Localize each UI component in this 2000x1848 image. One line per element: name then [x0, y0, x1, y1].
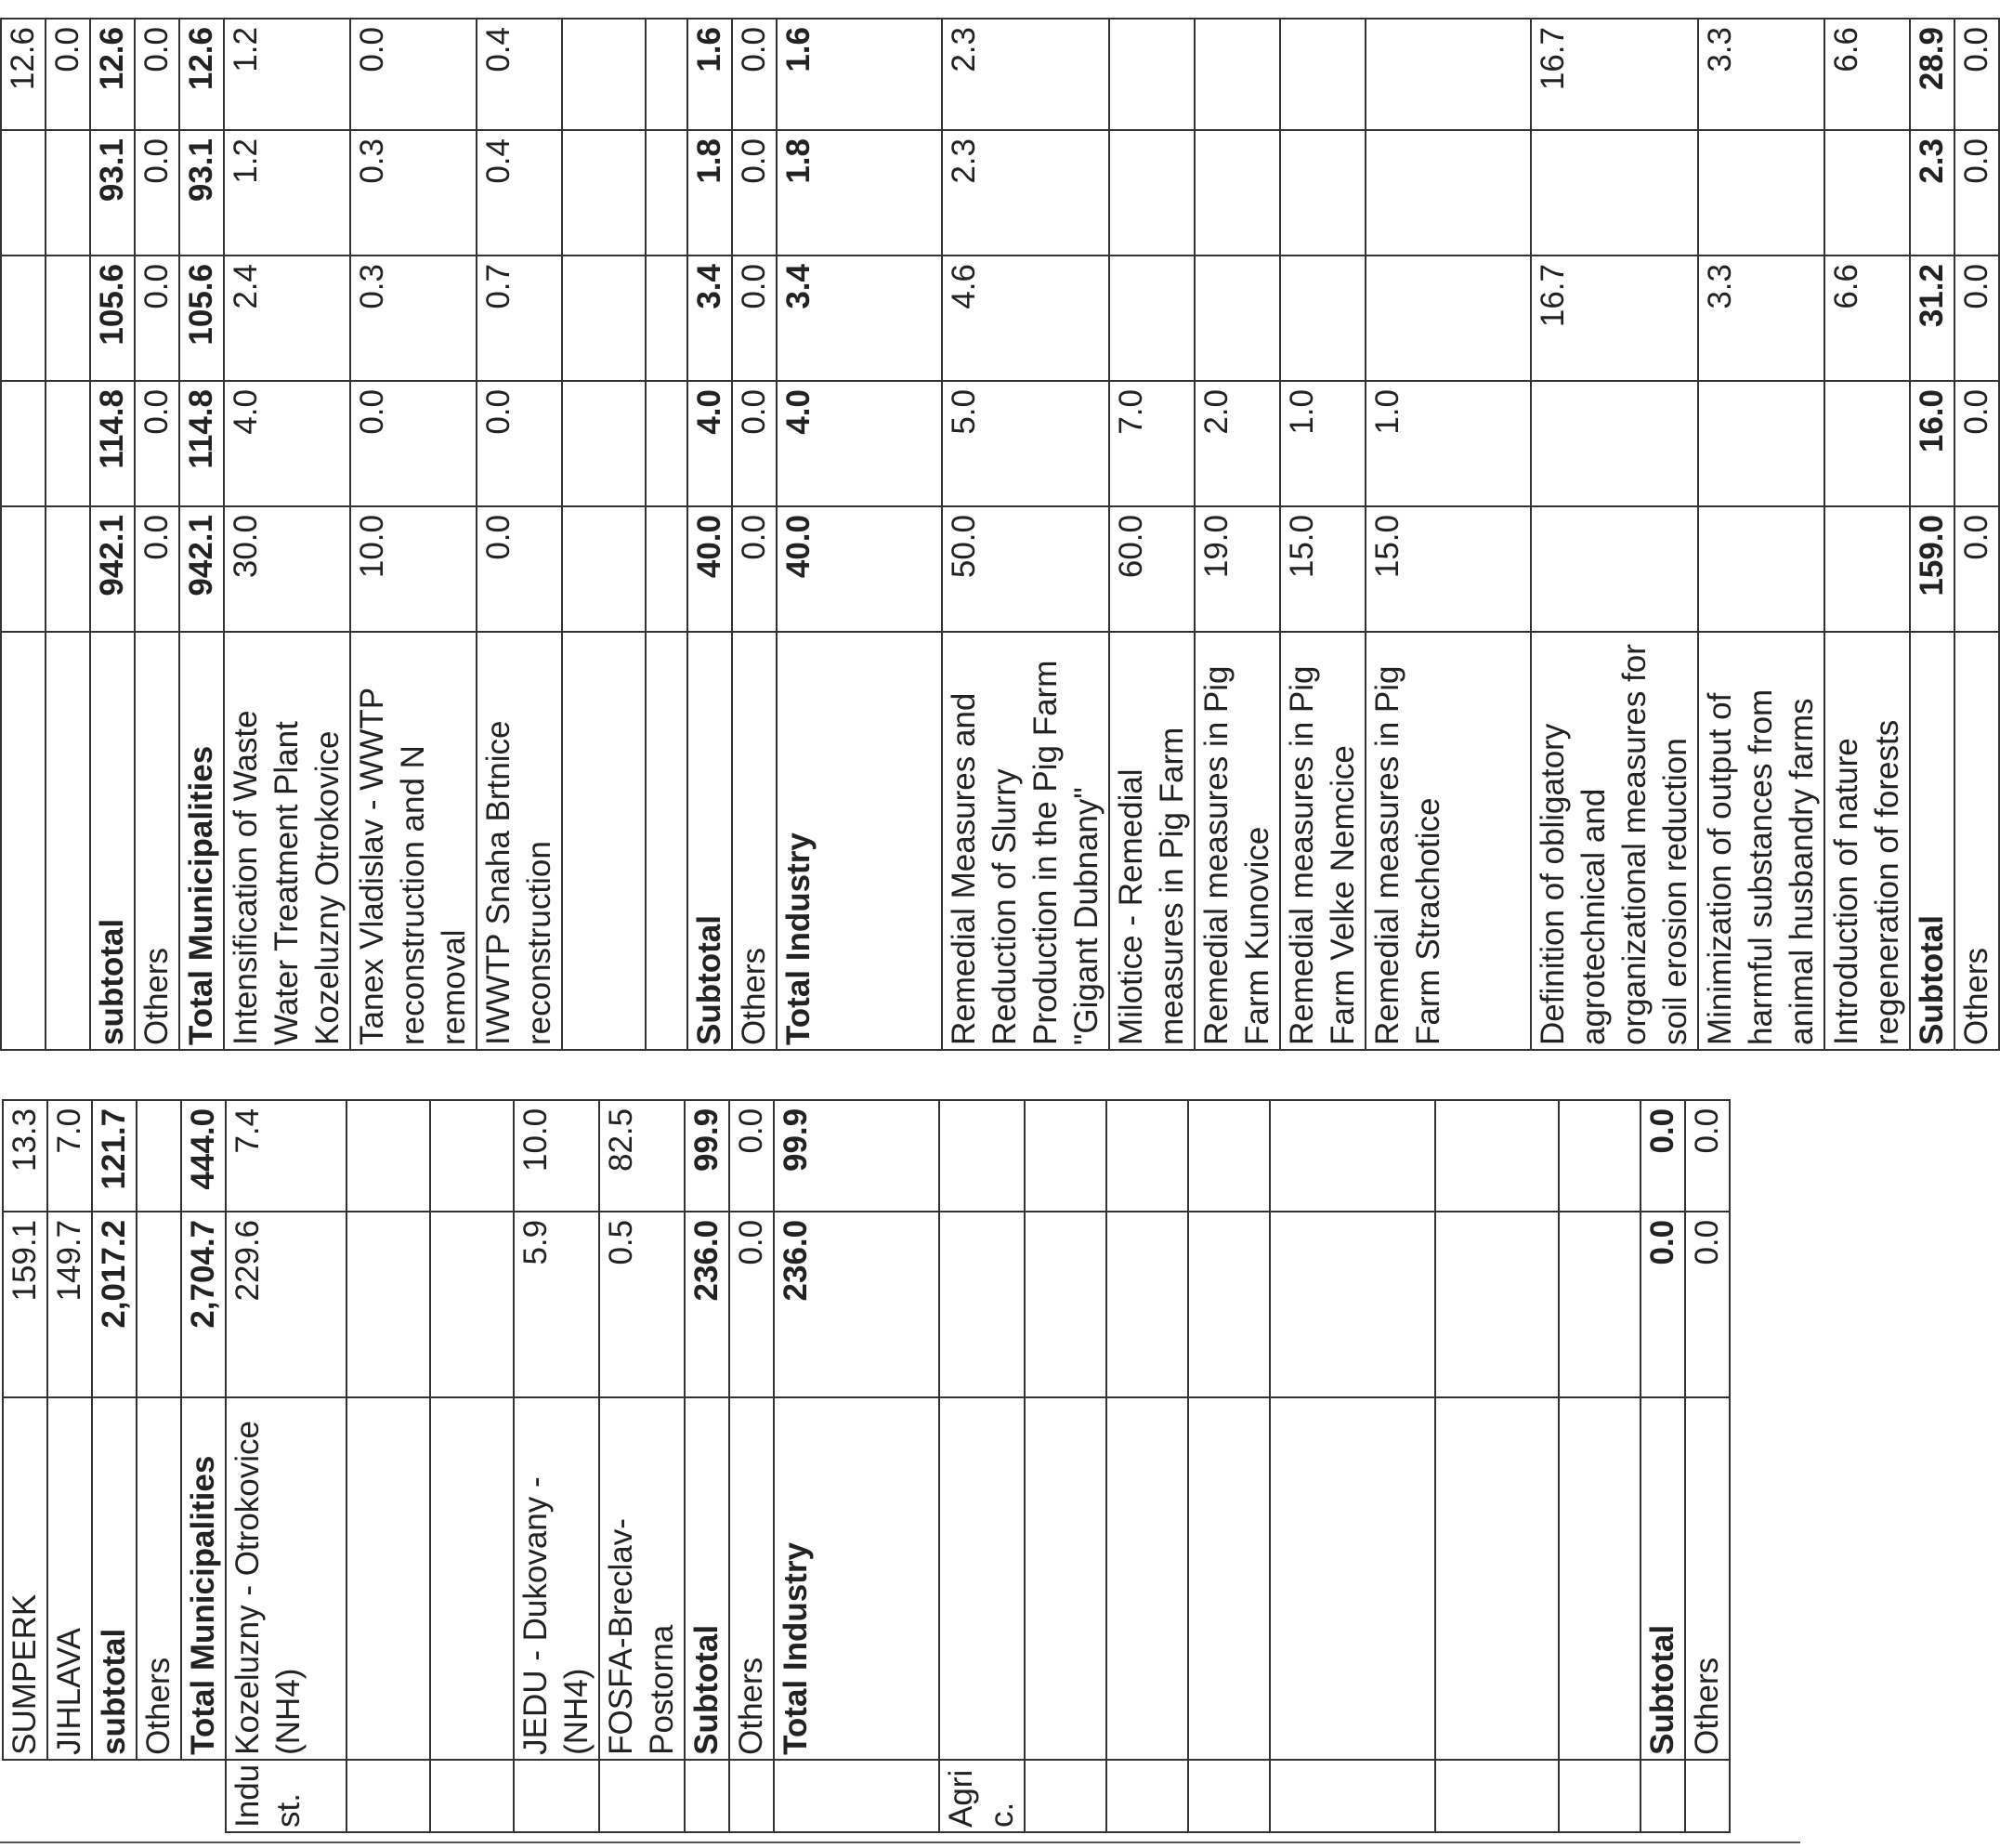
measure-cell: Milotice - Remedial measures in Pig Farm: [1109, 632, 1195, 1050]
value-cell: 2.3: [942, 130, 1109, 256]
value-cell: 0.0: [1954, 506, 1999, 632]
value-cell: 40.0: [777, 506, 942, 632]
value-cell: 0.0: [1954, 256, 1999, 381]
name-cell: JIHLAVA: [47, 1397, 92, 1760]
value-cell: [1195, 19, 1280, 130]
value-cell: 6.6: [1824, 19, 1910, 130]
value-cell: [1366, 256, 1531, 381]
sector-cell: [774, 1760, 939, 1832]
measure-cell: Subtotal: [687, 632, 732, 1050]
value-cell: 28.9: [1910, 19, 1954, 130]
table-row: [514, 1100, 599, 1832]
name-cell: JEDU - Dukovany - (NH4): [514, 1397, 599, 1760]
value-cell: 0.0: [135, 130, 179, 256]
value-cell: 60.0: [1109, 506, 1195, 632]
measure-cell: [646, 632, 687, 1050]
sector-cell: [346, 1760, 430, 1832]
value-cell: [1109, 256, 1195, 381]
name-cell: [430, 1397, 514, 1760]
value-cell: 7.4: [226, 1100, 346, 1212]
value-cell: [1270, 1100, 1435, 1212]
value-cell: 942.1: [90, 506, 135, 632]
left-table: [2, 1099, 1731, 1833]
table-row: [1641, 1100, 1685, 1832]
table-row: [732, 19, 777, 1050]
value-cell: [1698, 130, 1824, 256]
table-row: [774, 1100, 939, 1832]
value-cell: [1531, 506, 1698, 632]
measure-cell: Minimization of output of harmful substances from animal husbandry farms: [1698, 632, 1824, 1050]
value-cell: 0.0: [135, 19, 179, 130]
table-row: [1531, 19, 1698, 1050]
measure-cell: subtotal: [90, 632, 135, 1050]
value-cell: 19.0: [1195, 506, 1280, 632]
value-cell: [562, 256, 646, 381]
value-cell: [1025, 1100, 1106, 1212]
value-cell: 16.7: [1531, 256, 1698, 381]
value-cell: 3.4: [687, 256, 732, 381]
measure-cell: Remedial measures in Pig Farm Velke Nemcice: [1280, 632, 1366, 1050]
value-cell: 99.9: [774, 1100, 939, 1212]
value-cell: 1.2: [224, 19, 350, 130]
value-cell: 1.0: [1366, 381, 1531, 506]
value-cell: [346, 1212, 430, 1397]
sector-cell: Indu st.: [226, 1760, 346, 1832]
value-cell: [1698, 381, 1824, 506]
measure-cell: Others: [1954, 632, 1999, 1050]
value-cell: [1025, 1212, 1106, 1397]
value-cell: [939, 1212, 1025, 1397]
value-cell: 0.0: [1954, 130, 1999, 256]
value-cell: 30.0: [224, 506, 350, 632]
value-cell: [1280, 130, 1366, 256]
measure-cell: Remedial Measures and Reduction of Slurry Production in the Pig Farm "Gigant Dubnany": [942, 632, 1109, 1050]
value-cell: 2.3: [1910, 130, 1954, 256]
value-cell: [1188, 1212, 1270, 1397]
value-cell: [1824, 130, 1910, 256]
table-row: [3, 1100, 47, 1832]
value-cell: 105.6: [90, 256, 135, 381]
table-row: [477, 19, 562, 1050]
table-row: [1109, 19, 1195, 1050]
table-row: [685, 1100, 729, 1832]
sector-cell: [729, 1760, 774, 1832]
table-row: [181, 1100, 226, 1832]
value-cell: 4.0: [777, 381, 942, 506]
value-cell: [646, 130, 687, 256]
name-cell: Kozeluzny - Otrokovice (NH4): [226, 1397, 346, 1760]
value-cell: 0.0: [732, 19, 777, 130]
value-cell: 0.7: [477, 256, 562, 381]
value-cell: 3.3: [1698, 19, 1824, 130]
value-cell: 7.0: [47, 1100, 92, 1212]
right-table: [0, 18, 2000, 1051]
value-cell: [1106, 1212, 1188, 1397]
value-cell: 0.0: [350, 381, 477, 506]
value-cell: 0.0: [732, 381, 777, 506]
value-cell: [1, 506, 46, 632]
value-cell: 40.0: [687, 506, 732, 632]
value-cell: 0.4: [477, 19, 562, 130]
sector-cell: [1435, 1760, 1559, 1832]
table-row: [1910, 19, 1954, 1050]
value-cell: [1106, 1100, 1188, 1212]
value-cell: [562, 130, 646, 256]
value-cell: [562, 506, 646, 632]
value-cell: [137, 1212, 181, 1397]
value-cell: 12.6: [90, 19, 135, 130]
name-cell: [1188, 1397, 1270, 1760]
name-cell: Subtotal: [1641, 1397, 1685, 1760]
measure-cell: Others: [732, 632, 777, 1050]
value-cell: [1188, 1100, 1270, 1212]
value-cell: [562, 19, 646, 130]
value-cell: 10.0: [350, 506, 477, 632]
value-cell: 149.7: [47, 1212, 92, 1397]
value-cell: 0.0: [732, 130, 777, 256]
value-cell: [646, 256, 687, 381]
value-cell: 121.7: [92, 1100, 137, 1212]
measure-cell: [46, 632, 90, 1050]
sector-cell: [1106, 1760, 1188, 1832]
value-cell: 10.0: [514, 1100, 599, 1212]
value-cell: 82.5: [599, 1100, 685, 1212]
name-cell: [939, 1397, 1025, 1760]
table-row: [1106, 1100, 1188, 1832]
value-cell: 105.6: [179, 256, 224, 381]
value-cell: 1.6: [687, 19, 732, 130]
table-row: [350, 19, 477, 1050]
sector-cell: [514, 1760, 599, 1832]
value-cell: [939, 1100, 1025, 1212]
value-cell: 15.0: [1366, 506, 1531, 632]
value-cell: [137, 1100, 181, 1212]
value-cell: 15.0: [1280, 506, 1366, 632]
table-row: [1685, 1100, 1730, 1832]
value-cell: [646, 506, 687, 632]
value-cell: 99.9: [685, 1100, 729, 1212]
value-cell: 0.0: [1954, 381, 1999, 506]
value-cell: [1824, 381, 1910, 506]
table-row: [1280, 19, 1366, 1050]
value-cell: 0.0: [135, 506, 179, 632]
value-cell: 31.2: [1910, 256, 1954, 381]
value-cell: [646, 381, 687, 506]
table-row: [942, 19, 1109, 1050]
value-cell: 5.9: [514, 1212, 599, 1397]
value-cell: [1109, 130, 1195, 256]
value-cell: 3.4: [777, 256, 942, 381]
table-row: [1559, 1100, 1641, 1832]
value-cell: [1366, 130, 1531, 256]
measure-cell: Total Municipalities: [179, 632, 224, 1050]
value-cell: 12.6: [1, 19, 46, 130]
measure-cell: Remedial measures in Pig Farm Strachotice: [1366, 632, 1531, 1050]
table-row: [687, 19, 732, 1050]
name-cell: [1559, 1397, 1641, 1760]
value-cell: [1195, 256, 1280, 381]
name-cell: [346, 1397, 430, 1760]
name-cell: Total Industry: [774, 1397, 939, 1760]
value-cell: [1559, 1100, 1641, 1212]
value-cell: [1109, 19, 1195, 130]
value-cell: [346, 1100, 430, 1212]
value-cell: 236.0: [685, 1212, 729, 1397]
value-cell: [562, 381, 646, 506]
value-cell: 0.0: [1641, 1212, 1685, 1397]
value-cell: 0.0: [477, 506, 562, 632]
value-cell: 7.0: [1109, 381, 1195, 506]
table-row: [226, 1100, 346, 1832]
value-cell: [1, 256, 46, 381]
table-row: [646, 19, 687, 1050]
table-row: [1366, 19, 1531, 1050]
value-cell: 942.1: [179, 506, 224, 632]
value-cell: [1531, 381, 1698, 506]
value-cell: 0.0: [732, 256, 777, 381]
value-cell: 3.3: [1698, 256, 1824, 381]
value-cell: 0.0: [135, 256, 179, 381]
table-row: [430, 1100, 514, 1832]
value-cell: 16.0: [1910, 381, 1954, 506]
table-row: [1, 19, 46, 1050]
table-row: [939, 1100, 1025, 1832]
value-cell: 0.5: [599, 1212, 685, 1397]
value-cell: 0.0: [135, 381, 179, 506]
value-cell: 1.0: [1280, 381, 1366, 506]
name-cell: [1435, 1397, 1559, 1760]
measure-cell: Others: [135, 632, 179, 1050]
value-cell: 12.6: [179, 19, 224, 130]
name-cell: Subtotal: [685, 1397, 729, 1760]
value-cell: [1270, 1212, 1435, 1397]
measure-cell: [1, 632, 46, 1050]
value-cell: 4.0: [687, 381, 732, 506]
value-cell: 0.0: [1641, 1100, 1685, 1212]
value-cell: [1, 130, 46, 256]
measure-cell: Total Industry: [777, 632, 942, 1050]
table-row: [1824, 19, 1910, 1050]
table-row: [135, 19, 179, 1050]
name-cell: [1025, 1397, 1106, 1760]
value-cell: [646, 19, 687, 130]
name-cell: Total Municipalities: [181, 1397, 226, 1760]
value-cell: 16.7: [1531, 19, 1698, 130]
value-cell: [46, 130, 90, 256]
name-cell: subtotal: [92, 1397, 137, 1760]
table-row: [137, 1100, 181, 1832]
name-cell: Others: [137, 1397, 181, 1760]
table-row: [562, 19, 646, 1050]
value-cell: 2,704.7: [181, 1212, 226, 1397]
value-cell: [46, 506, 90, 632]
value-cell: [1195, 130, 1280, 256]
sector-cell: [1270, 1760, 1435, 1832]
sector-cell: [1559, 1760, 1641, 1832]
value-cell: [1531, 130, 1698, 256]
value-cell: [1435, 1100, 1559, 1212]
value-cell: 50.0: [942, 506, 1109, 632]
name-cell: FOSFA-Breclav-Postorna: [599, 1397, 685, 1760]
measure-cell: Introduction of nature regeneration of forests: [1824, 632, 1910, 1050]
name-cell: Others: [729, 1397, 774, 1760]
name-cell: [1106, 1397, 1188, 1760]
value-cell: 159.1: [3, 1212, 47, 1397]
table-row: [1025, 1100, 1106, 1832]
measure-cell: Remedial measures in Pig Farm Kunovice: [1195, 632, 1280, 1050]
sector-cell: [1641, 1760, 1685, 1832]
table-row: [47, 1100, 92, 1832]
value-cell: [1280, 256, 1366, 381]
sector-cell: [599, 1760, 685, 1832]
value-cell: 13.3: [3, 1100, 47, 1212]
value-cell: 4.6: [942, 256, 1109, 381]
value-cell: 0.0: [477, 381, 562, 506]
table-row: [1435, 1100, 1559, 1832]
table-row: [1188, 1100, 1270, 1832]
value-cell: [46, 381, 90, 506]
value-cell: 229.6: [226, 1212, 346, 1397]
measure-cell: IWWTP Snaha Brtnice reconstruction: [477, 632, 562, 1050]
blank-cell: [3, 1760, 226, 1832]
table-row: [1195, 19, 1280, 1050]
value-cell: 1.8: [687, 130, 732, 256]
measure-cell: Subtotal: [1910, 632, 1954, 1050]
value-cell: 444.0: [181, 1100, 226, 1212]
sector-cell: Agri c.: [939, 1760, 1025, 1832]
value-cell: 5.0: [942, 381, 1109, 506]
value-cell: [1559, 1212, 1641, 1397]
name-cell: Others: [1685, 1397, 1730, 1760]
measure-cell: Tanex Vladislav - WWTP reconstruction and N removal: [350, 632, 477, 1050]
value-cell: 0.0: [1685, 1100, 1730, 1212]
table-row: [46, 19, 90, 1050]
table-row: [346, 1100, 430, 1832]
value-cell: [1435, 1212, 1559, 1397]
table-row: [1954, 19, 1999, 1050]
table-row: [92, 1100, 137, 1832]
value-cell: 0.3: [350, 256, 477, 381]
value-cell: 114.8: [179, 381, 224, 506]
value-cell: [1, 381, 46, 506]
value-cell: 0.0: [1685, 1212, 1730, 1397]
sector-cell: [1685, 1760, 1730, 1832]
measure-cell: Definition of obligatory agrotechnical and organizational measures for soil erosion reduction: [1531, 632, 1698, 1050]
value-cell: 0.0: [729, 1100, 774, 1212]
value-cell: 0.0: [350, 19, 477, 130]
value-cell: [46, 256, 90, 381]
table-row: [1270, 1100, 1435, 1832]
name-cell: [1270, 1397, 1435, 1760]
value-cell: 159.0: [1910, 506, 1954, 632]
measure-cell: Intensification of Waste Water Treatment Plant Kozeluzny Otrokovice: [224, 632, 350, 1050]
value-cell: [1698, 506, 1824, 632]
value-cell: [1280, 19, 1366, 130]
table-row: [90, 19, 135, 1050]
table-row: [729, 1100, 774, 1832]
table-row: [224, 19, 350, 1050]
sector-cell: [685, 1760, 729, 1832]
value-cell: [1824, 506, 1910, 632]
value-cell: 2.3: [942, 19, 1109, 130]
name-cell: SUMPERK: [3, 1397, 47, 1760]
value-cell: 0.0: [732, 506, 777, 632]
value-cell: 0.3: [350, 130, 477, 256]
value-cell: 236.0: [774, 1212, 939, 1397]
sector-cell: [430, 1760, 514, 1832]
table-row: [777, 19, 942, 1050]
value-cell: 2,017.2: [92, 1212, 137, 1397]
sector-cell: [1188, 1760, 1270, 1832]
value-cell: 0.0: [46, 19, 90, 130]
table-row: [1698, 19, 1824, 1050]
value-cell: 114.8: [90, 381, 135, 506]
value-cell: [430, 1100, 514, 1212]
value-cell: 0.0: [729, 1212, 774, 1397]
value-cell: 2.4: [224, 256, 350, 381]
value-cell: 93.1: [90, 130, 135, 256]
table-row: [599, 1100, 685, 1832]
value-cell: 1.2: [224, 130, 350, 256]
sector-cell: [1025, 1760, 1106, 1832]
value-cell: 93.1: [179, 130, 224, 256]
value-cell: 1.6: [777, 19, 942, 130]
measure-cell: [562, 632, 646, 1050]
value-cell: [430, 1212, 514, 1397]
table-row: [179, 19, 224, 1050]
value-cell: 0.4: [477, 130, 562, 256]
value-cell: 2.0: [1195, 381, 1280, 506]
value-cell: 6.6: [1824, 256, 1910, 381]
value-cell: 4.0: [224, 381, 350, 506]
value-cell: [1366, 19, 1531, 130]
value-cell: 1.8: [777, 130, 942, 256]
value-cell: 0.0: [1954, 19, 1999, 130]
